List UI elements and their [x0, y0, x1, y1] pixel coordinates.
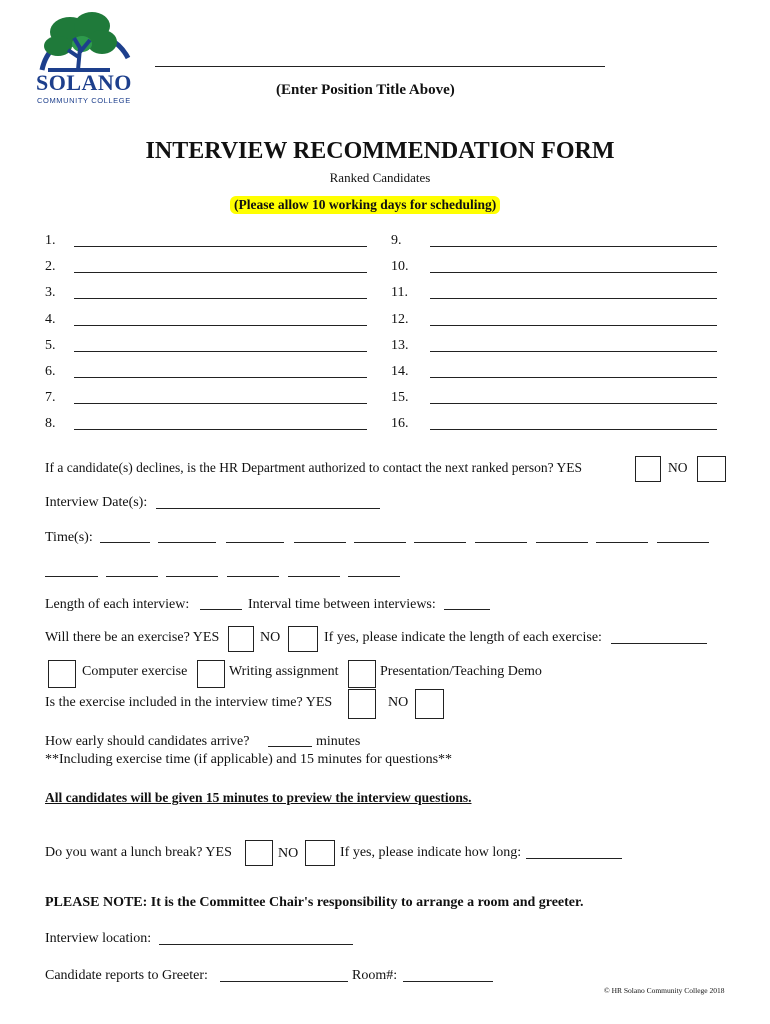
rank-line[interactable]	[430, 298, 717, 299]
rank-line[interactable]	[74, 351, 367, 352]
rank-line[interactable]	[74, 325, 367, 326]
rank-number: 9.	[391, 233, 402, 248]
arrive-line[interactable]	[268, 746, 312, 747]
rank-line[interactable]	[430, 351, 717, 352]
greeter-label: Candidate reports to Greeter:	[45, 968, 208, 983]
copyright-footer: © HR Solano Community College 2018	[604, 986, 725, 995]
writing-assignment-checkbox[interactable]	[197, 660, 225, 688]
logo-name: SOLANO	[36, 70, 132, 95]
exercise-length-line[interactable]	[611, 643, 707, 644]
exercise-question: Will there be an exercise? YES	[45, 630, 220, 645]
time-slot-line[interactable]	[414, 542, 466, 543]
decline-no-checkbox[interactable]	[697, 456, 726, 482]
decline-question: If a candidate(s) declines, is the HR Department authorized to contact the next ranked person? YES	[45, 460, 583, 475]
decline-no-label: NO	[668, 460, 688, 475]
exercise-included-yes-checkbox[interactable]	[348, 689, 376, 719]
rank-number: 1.	[45, 233, 56, 248]
exercise-included-question: Is the exercise included in the interview time? YES	[45, 695, 333, 710]
computer-exercise-label: Computer exercise	[82, 664, 188, 679]
writing-assignment-label: Writing assignment	[229, 664, 339, 679]
lunch-no-label: NO	[278, 846, 299, 861]
preview-notice: All candidates will be given 15 minutes to preview the interview questions.	[45, 790, 472, 805]
interval-line[interactable]	[444, 609, 490, 610]
time-slot-line[interactable]	[657, 542, 709, 543]
time-slot-line[interactable]	[100, 542, 150, 543]
interview-length-label: Length of each interview:	[45, 597, 190, 612]
room-line[interactable]	[403, 981, 493, 982]
time-slot-line[interactable]	[226, 542, 284, 543]
presentation-label: Presentation/Teaching Demo	[380, 664, 542, 679]
scheduling-notice: (Please allow 10 working days for scheduling)	[230, 196, 500, 214]
time-slot-line[interactable]	[288, 576, 340, 577]
time-slot-line[interactable]	[166, 576, 218, 577]
rank-line[interactable]	[74, 272, 367, 273]
exercise-included-no-checkbox[interactable]	[415, 689, 444, 719]
interview-location-line[interactable]	[159, 944, 353, 945]
rank-number: 13.	[391, 338, 409, 353]
rank-line[interactable]	[74, 403, 367, 404]
rank-line[interactable]	[74, 246, 367, 247]
exercise-included-no-label: NO	[388, 695, 409, 710]
rank-number: 12.	[391, 312, 409, 327]
time-slot-line[interactable]	[158, 542, 216, 543]
rank-number: 7.	[45, 390, 56, 405]
times-label: Time(s):	[45, 530, 93, 545]
interval-label: Interval time between interviews:	[248, 597, 436, 612]
lunch-yes-checkbox[interactable]	[245, 840, 273, 866]
room-label: Room#:	[352, 968, 398, 983]
rank-line[interactable]	[430, 377, 717, 378]
greeter-line[interactable]	[220, 981, 348, 982]
exercise-length-label: If yes, please indicate the length of each exercise:	[324, 630, 602, 645]
rank-line[interactable]	[74, 429, 367, 430]
tree-logo-icon	[34, 8, 134, 74]
time-slot-line[interactable]	[294, 542, 346, 543]
rank-number: 2.	[45, 259, 56, 274]
rank-line[interactable]	[74, 377, 367, 378]
please-note: PLEASE NOTE: It is the Committee Chair's responsibility to arrange a room and greeter.	[45, 895, 584, 910]
time-slot-line[interactable]	[45, 576, 98, 577]
interview-dates-line[interactable]	[156, 508, 380, 509]
time-slot-line[interactable]	[354, 542, 406, 543]
form-title: INTERVIEW RECOMMENDATION FORM	[145, 138, 615, 164]
rank-number: 10.	[391, 259, 409, 274]
lunch-length-line[interactable]	[526, 858, 622, 859]
time-slot-line[interactable]	[227, 576, 279, 577]
presentation-checkbox[interactable]	[348, 660, 376, 688]
decline-yes-checkbox[interactable]	[635, 456, 661, 482]
time-slot-line[interactable]	[536, 542, 588, 543]
exercise-yes-checkbox[interactable]	[228, 626, 254, 652]
rank-number: 16.	[391, 416, 409, 431]
time-slot-line[interactable]	[348, 576, 400, 577]
rank-number: 4.	[45, 312, 56, 327]
rank-number: 11.	[391, 285, 408, 300]
arrive-unit: minutes	[316, 734, 361, 749]
arrive-label: How early should candidates arrive?	[45, 734, 250, 749]
rank-number: 3.	[45, 285, 56, 300]
rank-number: 8.	[45, 416, 56, 431]
lunch-question: Do you want a lunch break? YES	[45, 845, 232, 860]
form-subtitle: Ranked Candidates	[329, 170, 431, 185]
rank-line[interactable]	[430, 272, 717, 273]
position-title-line[interactable]	[155, 66, 605, 67]
interview-length-line[interactable]	[200, 609, 242, 610]
time-slot-line[interactable]	[475, 542, 527, 543]
computer-exercise-checkbox[interactable]	[48, 660, 76, 688]
time-slot-line[interactable]	[106, 576, 158, 577]
rank-line[interactable]	[430, 325, 717, 326]
logo-subtitle: COMMUNITY COLLEGE	[37, 96, 131, 105]
rank-line[interactable]	[430, 246, 717, 247]
rank-line[interactable]	[74, 298, 367, 299]
rank-number: 5.	[45, 338, 56, 353]
time-slot-line[interactable]	[596, 542, 648, 543]
lunch-length-label: If yes, please indicate how long:	[340, 845, 522, 860]
position-hint: (Enter Position Title Above)	[276, 82, 455, 98]
college-logo	[34, 8, 134, 106]
rank-number: 15.	[391, 390, 409, 405]
lunch-no-checkbox[interactable]	[305, 840, 335, 866]
rank-number: 6.	[45, 364, 56, 379]
rank-line[interactable]	[430, 403, 717, 404]
rank-number: 14.	[391, 364, 409, 379]
rank-line[interactable]	[430, 429, 717, 430]
exercise-no-label: NO	[260, 630, 281, 645]
interview-dates-label: Interview Date(s):	[45, 495, 148, 510]
exercise-no-checkbox[interactable]	[288, 626, 318, 652]
arrive-note: **Including exercise time (if applicable) and 15 minutes for questions**	[45, 752, 453, 767]
interview-location-label: Interview location:	[45, 931, 152, 946]
